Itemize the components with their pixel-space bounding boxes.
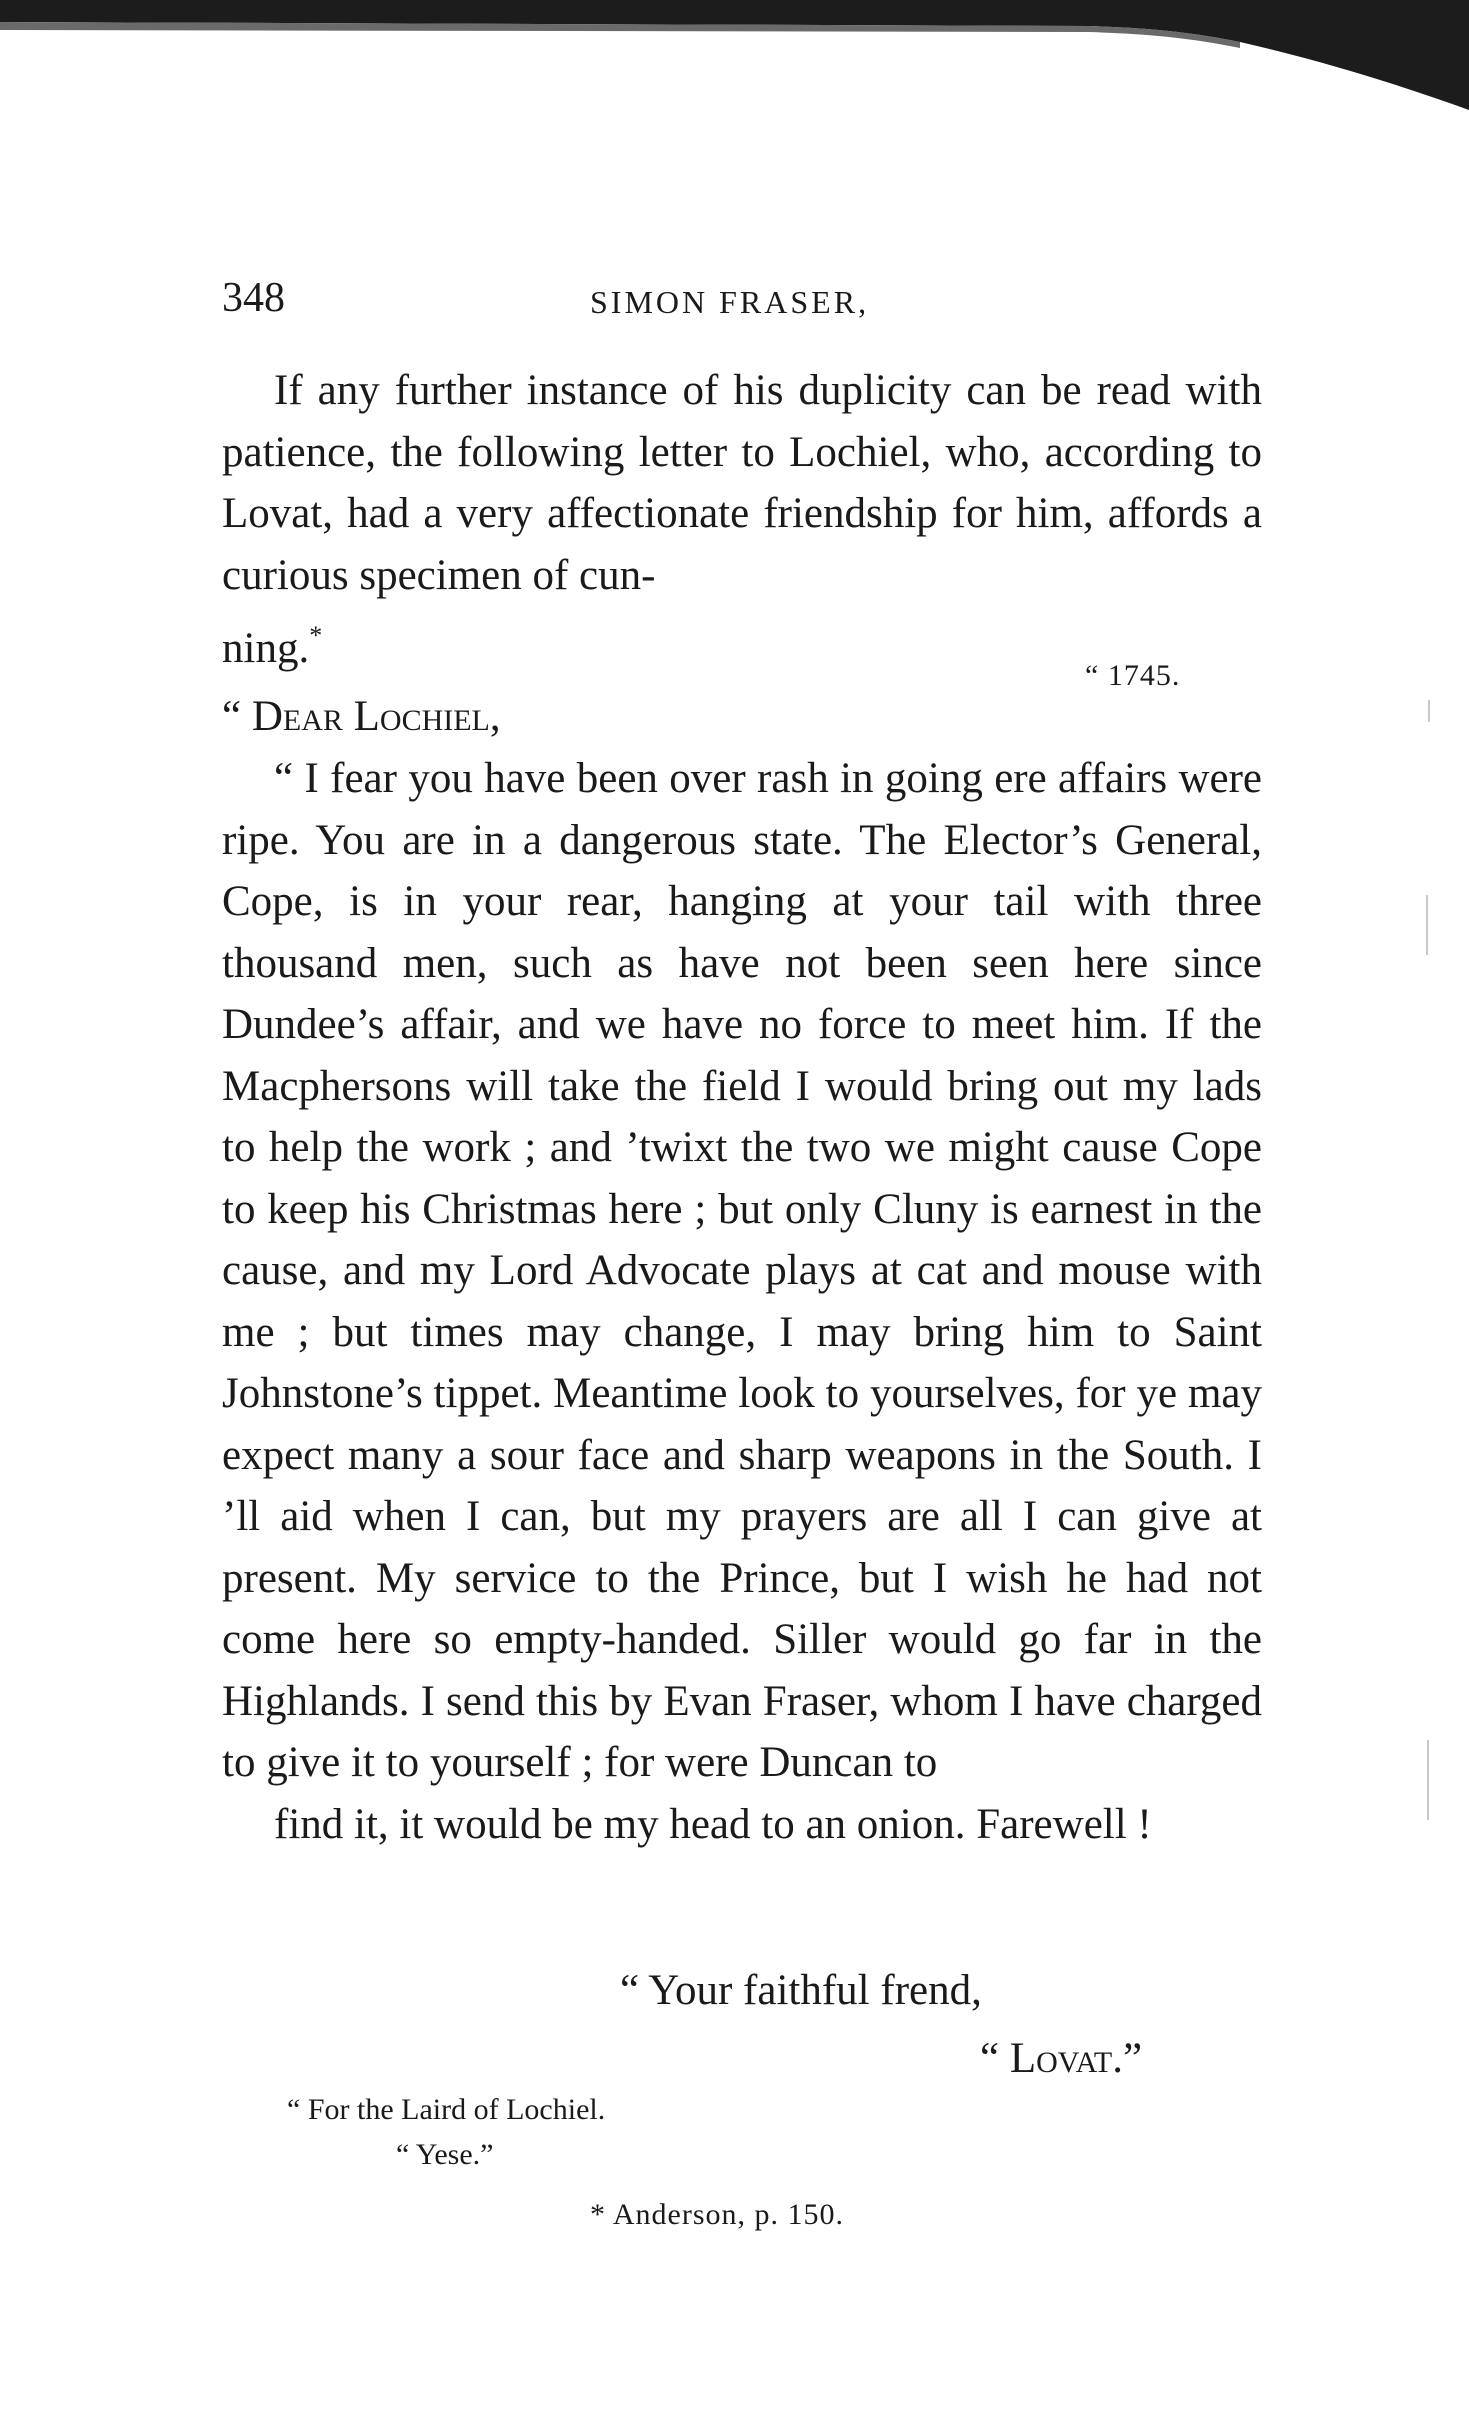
intro-paragraph: [222, 360, 1262, 606]
letter-body-last-line: find it, it would be my head to an onion. Farewell !: [274, 1800, 1152, 1848]
page-number: 348: [222, 275, 285, 321]
margin-mark: [1428, 700, 1430, 722]
letter-date: “ 1745.: [1085, 659, 1181, 692]
letter-body: [222, 748, 1262, 1855]
intro-paragraph-text: If any further instance of his duplicity can be read with patience, the following letter to Lochiel, who, according to Lovat, had a very affectionate friendship for him, affords a curious specimen of cun-: [222, 367, 1262, 599]
footnote: * Anderson, p. 150.: [590, 2198, 844, 2231]
letter-closing: “ Your faithful frend,: [620, 1967, 982, 2014]
letter-body-text: “ I fear you have been over rash in going ere affairs were ripe. You are in a dangerous state. The Elector’s General, Cope, is in your rear, hanging at your tail with three thousand men, such as have not been seen here since Dundee’s affair, and we have no force to meet him. If the Macphersons will take the field I would bring out my lads to help the work ; and ’twixt the two we might cause Cope to keep his Christmas here ; but only Cluny is earnest in the cause, and my Lord Advocate plays at cat and mouse with me ; but times may change, I may bring him to Saint Johnstone’s tippet. Meantime look to yourselves, for ye may expect many a sour face and sharp weapons in the South. I ’ll aid when I can, but my prayers are all I can give at present. My service to the Prince, but I wish he had not come here so empty-handed. Siller would go far in the Highlands. I send this by Evan Fraser, whom I have charged to give it to yourself ; for were Duncan to: [222, 755, 1262, 1786]
footnote-marker: *: [309, 621, 323, 650]
letter-address-line-1: “ For the Laird of Lochiel.: [287, 2093, 606, 2126]
intro-last-line-text: ning.: [222, 625, 310, 672]
margin-mark: [1426, 895, 1428, 955]
scan-edge-shadow: [0, 0, 1469, 130]
running-head: SIMON FRASER,: [590, 284, 870, 320]
margin-mark: [1427, 1740, 1429, 1820]
letter-signature: “ Lovat.”: [980, 2035, 1143, 2082]
letter-address-line-2: “ Yese.”: [396, 2138, 494, 2171]
letter-salutation: “ Dear Lochiel,: [222, 693, 501, 740]
